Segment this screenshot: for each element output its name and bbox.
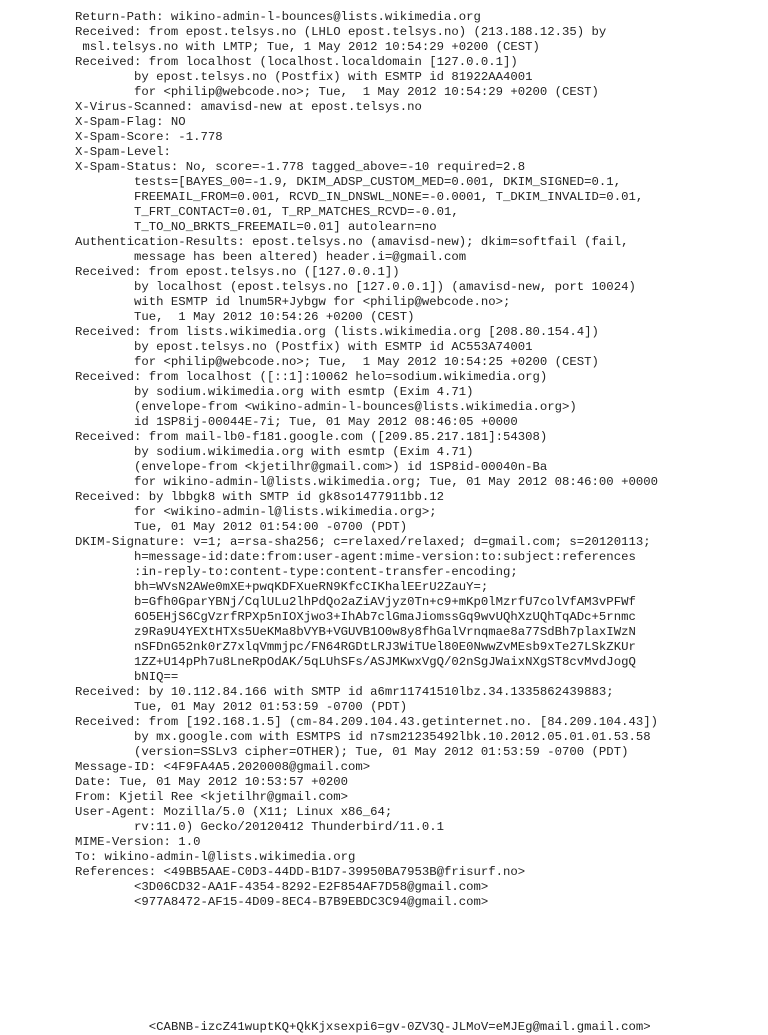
header-line: <3D06CD32-AA1F-4354-8292-E2F854AF7D58@gmail.com> bbox=[75, 880, 489, 894]
header-line: MIME-Version: 1.0 bbox=[75, 835, 201, 849]
header-line: DKIM-Signature: v=1; a=rsa-sha256; c=relaxed/relaxed; d=gmail.com; s=20120113; bbox=[75, 535, 651, 549]
header-line: X-Spam-Status: No, score=-1.778 tagged_above=-10 required=2.8 bbox=[75, 160, 526, 174]
header-line: X-Spam-Flag: NO bbox=[75, 115, 186, 129]
header-line: T_TO_NO_BRKTS_FREEMAIL=0.01] autolearn=no bbox=[75, 220, 437, 234]
header-line: X-Virus-Scanned: amavisd-new at epost.telsys.no bbox=[75, 100, 422, 114]
header-line: msl.telsys.no with LMTP; Tue, 1 May 2012 10:54:29 +0200 (CEST) bbox=[75, 40, 540, 54]
header-line: nSFDnG52nk0rZ7xlqVmmjpc/FN64RGDtLRJ3WiTUel80E0NwwZvMEsb9xTe27LSkZKUr bbox=[75, 640, 636, 654]
email-header-document bbox=[75, 10, 755, 910]
header-line: <977A8472-AF15-4D09-8EC4-B7B9EBDC3C94@gmail.com> bbox=[75, 895, 489, 909]
header-line: with ESMTP id lnum5R+Jybgw for <philip@webcode.no>; bbox=[75, 295, 511, 309]
header-line: by epost.telsys.no (Postfix) with ESMTP id AC553A74001 bbox=[75, 340, 533, 354]
header-line: Received: from localhost (localhost.localdomain [127.0.0.1]) bbox=[75, 55, 518, 69]
header-line: for <wikino-admin-l@lists.wikimedia.org>; bbox=[75, 505, 437, 519]
header-line: Tue, 01 May 2012 01:53:59 -0700 (PDT) bbox=[75, 700, 408, 714]
header-line: (envelope-from <kjetilhr@gmail.com>) id 1SP8id-00040n-Ba bbox=[75, 460, 548, 474]
header-line: by localhost (epost.telsys.no [127.0.0.1]) (amavisd-new, port 10024) bbox=[75, 280, 636, 294]
header-line: by epost.telsys.no (Postfix) with ESMTP id 81922AA4001 bbox=[75, 70, 533, 84]
header-line: 6O5EHjS6CgVzrfRPXp5nIOXjwo3+IhAb7clGmaJiomssGq9wvUQhXzUQhTqADc+5rnmc bbox=[75, 610, 636, 624]
header-line: rv:11.0) Gecko/20120412 Thunderbird/11.0.1 bbox=[75, 820, 444, 834]
header-line: Received: from mail-lb0-f181.google.com ([209.85.217.181]:54308) bbox=[75, 430, 548, 444]
header-line: Received: by lbbgk8 with SMTP id gk8so1477911bb.12 bbox=[75, 490, 444, 504]
header-line: for <philip@webcode.no>; Tue, 1 May 2012 10:54:25 +0200 (CEST) bbox=[75, 355, 599, 369]
header-line: Date: Tue, 01 May 2012 10:53:57 +0200 bbox=[75, 775, 349, 789]
header-line: Tue, 01 May 2012 01:54:00 -0700 (PDT) bbox=[75, 520, 408, 534]
header-line: by sodium.wikimedia.org with esmtp (Exim 4.71) bbox=[75, 445, 474, 459]
footer-text: <CABNB-izcZ41wuptKQ+QkKjxsexpi6=gv-0ZV3Q-JLMoV=eMJEg@mail.gmail.com> bbox=[89, 1020, 651, 1034]
in-reply-to-line bbox=[75, 1005, 651, 1035]
header-line: X-Spam-Score: -1.778 bbox=[75, 130, 223, 144]
header-line: T_FRT_CONTACT=0.01, T_RP_MATCHES_RCVD=-0.01, bbox=[75, 205, 459, 219]
header-line: by mx.google.com with ESMTPS id n7sm21235492lbk.10.2012.05.01.01.53.58 bbox=[75, 730, 651, 744]
header-line: by sodium.wikimedia.org with esmtp (Exim 4.71) bbox=[75, 385, 474, 399]
header-line: (version=SSLv3 cipher=OTHER); Tue, 01 May 2012 01:53:59 -0700 (PDT) bbox=[75, 745, 629, 759]
header-line: Authentication-Results: epost.telsys.no (amavisd-new); dkim=softfail (fail, bbox=[75, 235, 629, 249]
header-line: References: <49BB5AAE-C0D3-44DD-B1D7-39950BA7953B@frisurf.no> bbox=[75, 865, 526, 879]
header-line: for <philip@webcode.no>; Tue, 1 May 2012 10:54:29 +0200 (CEST) bbox=[75, 85, 599, 99]
header-line: Received: from [192.168.1.5] (cm-84.209.104.43.getinternet.no. [84.209.104.43]) bbox=[75, 715, 658, 729]
header-line: b=Gfh0GparYBNj/CqlULu2lhPdQo2aZiAVjyz0Tn+c9+mKp0lMzrfU7colVfAM3vPFWf bbox=[75, 595, 636, 609]
header-line: :in-reply-to:content-type:content-transfer-encoding; bbox=[75, 565, 518, 579]
header-line: id 1SP8ij-00044E-7i; Tue, 01 May 2012 08:46:05 +0000 bbox=[75, 415, 518, 429]
header-line: (envelope-from <wikino-admin-l-bounces@lists.wikimedia.org>) bbox=[75, 400, 577, 414]
header-line: X-Spam-Level: bbox=[75, 145, 171, 159]
header-line: bNIQ== bbox=[75, 670, 179, 684]
header-line: FREEMAIL_FROM=0.001, RCVD_IN_DNSWL_NONE=-0.0001, T_DKIM_INVALID=0.01, bbox=[75, 190, 644, 204]
header-line: Received: from lists.wikimedia.org (lists.wikimedia.org [208.80.154.4]) bbox=[75, 325, 599, 339]
header-line: message has been altered) header.i=@gmail.com bbox=[75, 250, 467, 264]
header-line: bh=WVsN2AWe0mXE+pwqKDFXueRN9KfcCIKhalEErU2ZauY=; bbox=[75, 580, 489, 594]
header-line: for wikino-admin-l@lists.wikimedia.org; Tue, 01 May 2012 08:46:00 +0000 bbox=[75, 475, 658, 489]
header-line: 1ZZ+U14pPh7u8LneRpOdAK/5qLUhSFs/ASJMKwxVgQ/02nSgJWaixNXgST8cvMvdJogQ bbox=[75, 655, 636, 669]
header-line: To: wikino-admin-l@lists.wikimedia.org bbox=[75, 850, 356, 864]
header-line: Received: by 10.112.84.166 with SMTP id a6mr11741510lbz.34.1335862439883; bbox=[75, 685, 614, 699]
header-line: Received: from epost.telsys.no (LHLO epost.telsys.no) (213.188.12.35) by bbox=[75, 25, 607, 39]
header-line: Tue, 1 May 2012 10:54:26 +0200 (CEST) bbox=[75, 310, 415, 324]
header-line: User-Agent: Mozilla/5.0 (X11; Linux x86_64; bbox=[75, 805, 393, 819]
header-line: Return-Path: wikino-admin-l-bounces@lists.wikimedia.org bbox=[75, 10, 481, 24]
header-line: z9Ra9U4YEXtHTXs5UeKMa8bVYB+VGUVB1O0w8y8fhGalVrnqmae8a77SdBh7plaxIWzN bbox=[75, 625, 636, 639]
header-line: Message-ID: <4F9FA4A5.2020008@gmail.com> bbox=[75, 760, 371, 774]
header-line: Received: from epost.telsys.no ([127.0.0.1]) bbox=[75, 265, 400, 279]
header-line: From: Kjetil Ree <kjetilhr@gmail.com> bbox=[75, 790, 349, 804]
header-line: tests=[BAYES_00=-1.9, DKIM_ADSP_CUSTOM_MED=0.001, DKIM_SIGNED=0.1, bbox=[75, 175, 622, 189]
header-line: Received: from localhost ([::1]:10062 helo=sodium.wikimedia.org) bbox=[75, 370, 548, 384]
header-line: h=message-id:date:from:user-agent:mime-version:to:subject:references bbox=[75, 550, 636, 564]
